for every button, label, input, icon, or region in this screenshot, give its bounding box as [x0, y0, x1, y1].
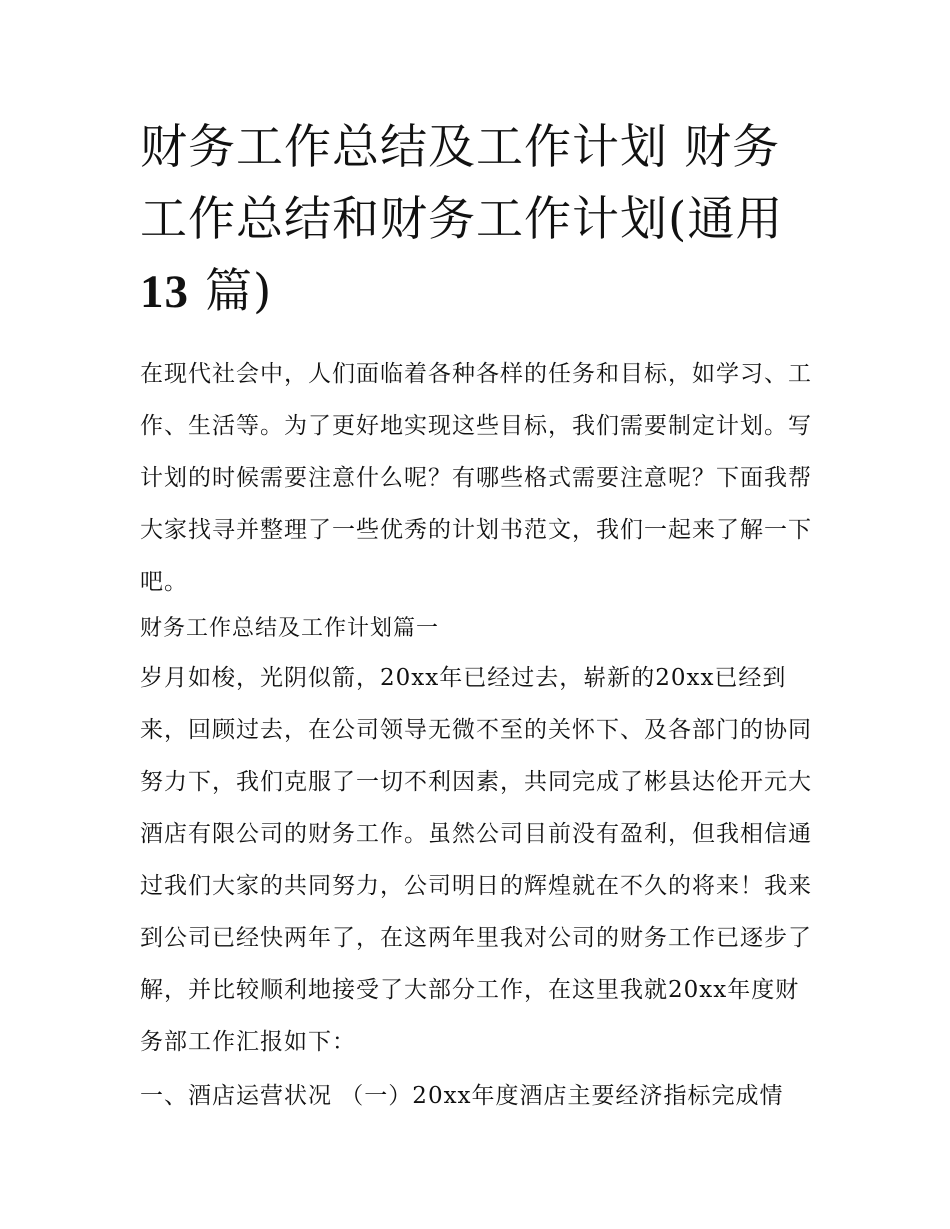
title-text: 财务工作总结及工作计划 财务工作总结和财务工作计划(通用: [140, 120, 784, 247]
intro-paragraph: 在现代社会中，人们面临着各种各样的任务和目标，如学习、工作、生活等。为了更好地实现这些目标，我们需要制定计划。写计划的时候需要注意什么呢？有哪些格式需要注意呢？下面我帮大家找寻并整理了一些优秀的计划书范文，我们一起来了解一下吧。: [140, 361, 812, 595]
document-title: [140, 112, 820, 328]
title-number: 13: [140, 266, 189, 318]
document-page: [140, 112, 820, 1122]
sub-heading: 一、酒店运营状况 （一）20xx年度酒店主要经济指标完成情: [140, 1083, 784, 1109]
body-paragraph: 岁月如梭，光阴似箭，20xx年已经过去，崭新的20xx已经到来，回顾过去，在公司领导无微不至的关怀下、及各部门的协同努力下，我们克服了一切不利因素，共同完成了彬县达伦开元大酒店有限公司的财务工作。虽然公司目前没有盈利，但我相信通过我们大家的共同努力，公司明日的辉煌就在不久的将来！我来到公司已经快两年了，在这两年里我对公司的财务工作已逐步了解，并比较顺利地接受了大部分工作，在这里我就20xx年度财务部工作汇报如下：: [140, 665, 812, 1055]
title-suffix: 篇): [204, 264, 273, 319]
section-title: 财务工作总结及工作计划篇一: [140, 616, 440, 641]
